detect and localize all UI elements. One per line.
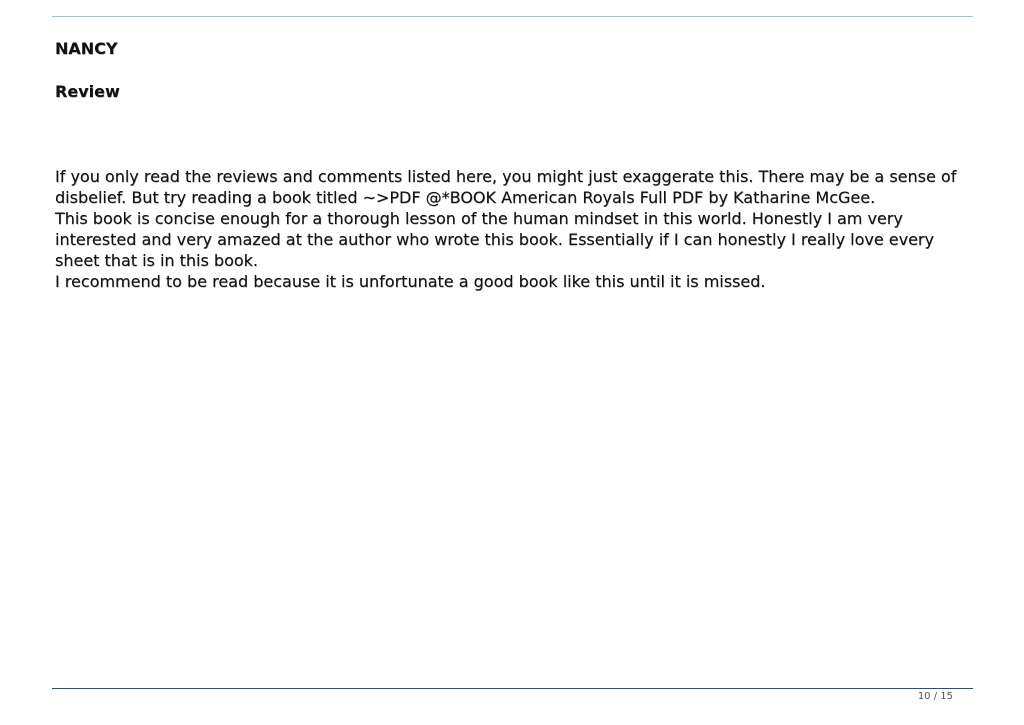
footer-rule — [52, 688, 973, 689]
section-title: Review — [55, 82, 120, 101]
reviewer-name: NANCY — [55, 39, 118, 58]
review-paragraph: This book is concise enough for a thorough lesson of the human mindset in this world. Honestly I am very interested and very amazed at the author who wrote this book. Essentially if I can honestly I really love every sheet that is in this book. — [55, 209, 934, 270]
review-paragraph: I recommend to be read because it is unfortunate a good book like this until it is missed. — [55, 272, 766, 291]
header-rule — [52, 16, 973, 17]
review-content — [55, 38, 965, 292]
page-number: 10 / 15 — [917, 691, 953, 702]
review-paragraph: If you only read the reviews and comments listed here, you might just exaggerate this. There may be a sense of disbelief. But try reading a book titled ~>PDF @*BOOK American Royals Full PDF by Katharine McGee. — [55, 167, 957, 207]
